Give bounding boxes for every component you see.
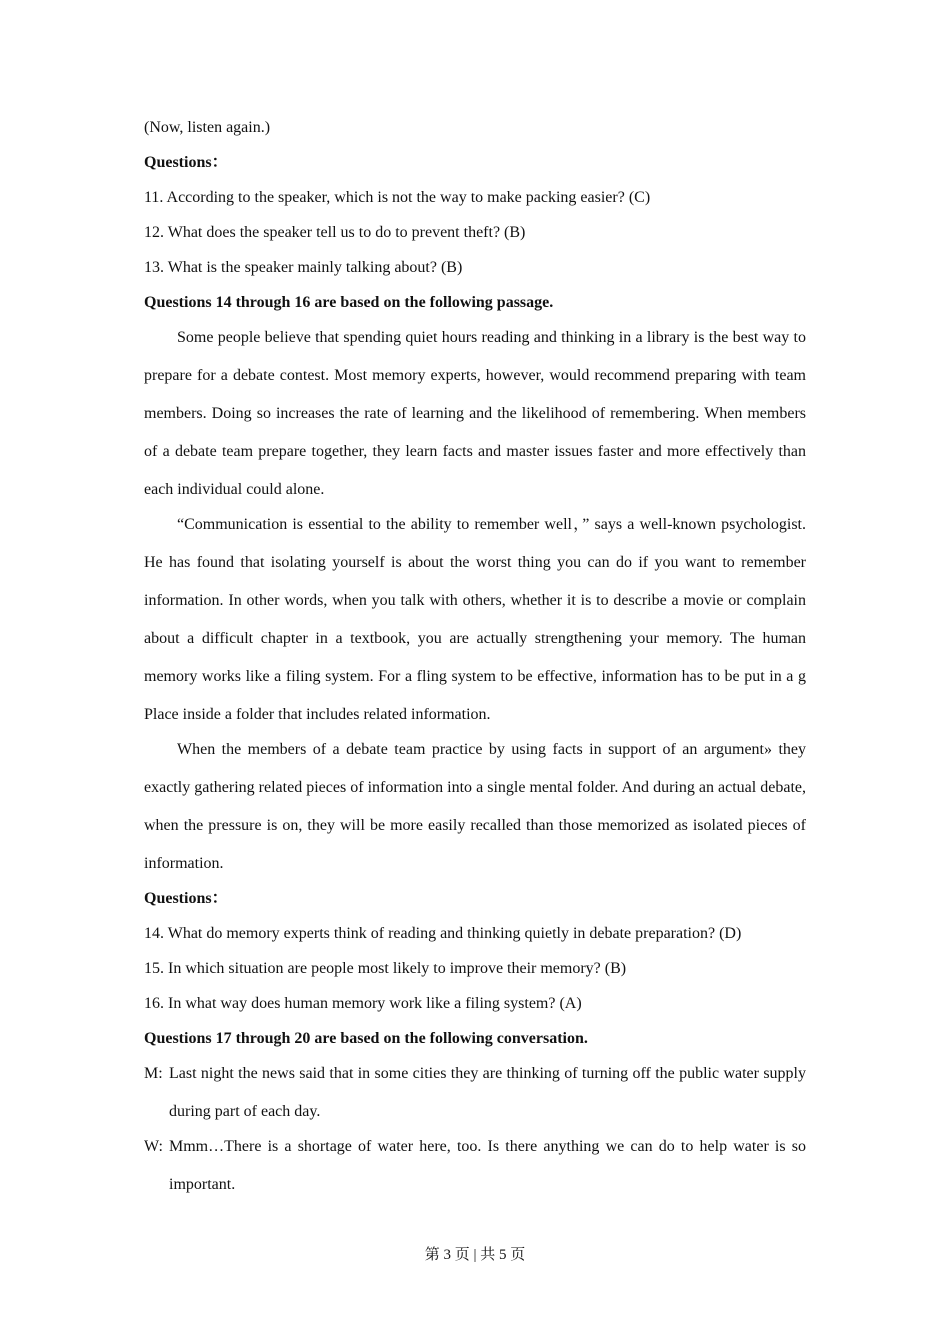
dialog-turn — [144, 1128, 806, 1204]
questions-header: Questions： — [144, 890, 228, 907]
speaker-label: W: — [144, 1138, 163, 1155]
speaker-label: M: — [144, 1065, 163, 1082]
passage-paragraph: When the members of a debate team practice by using facts in support of an argument» they exactly gathering related pieces of information into a single mental folder. And during an actual debate, when the pressure is on, they will be more easily recalled than those memorized as isolated pieces of information. — [144, 741, 806, 872]
passage-paragraph: “Communication is essential to the ability to remember well，” says a well-known psychologist. He has found that isolating yourself is about the worst thing you can do if you want to remember information. In other words, when you talk with others, whether it is to describe a movie or complain about a difficult chapter in a textbook, you are actually strengthening your memory. The human memory works like a filing system. For a fling system to be effective, information has to be put in a g Place inside a folder that includes related information. — [144, 516, 806, 723]
speech-text: Last night the news said that in some cities they are thinking of turning off the public water supply during part of each day. — [169, 1065, 806, 1120]
dialog-turn — [144, 1055, 806, 1131]
question-item: 14. What do memory experts think of reading and thinking quietly in debate preparation? (D) — [144, 925, 742, 942]
speech-text: Mmm…There is a shortage of water here, too. Is there anything we can do to help water is so important. — [169, 1138, 806, 1193]
question-item: 15. In which situation are people most likely to improve their memory? (B) — [144, 960, 627, 977]
question-item: 11. According to the speaker, which is not the way to make packing easier? (C) — [144, 189, 651, 206]
page-footer: 第 3 页 | 共 5 页 — [424, 1247, 526, 1263]
question-item: 13. What is the speaker mainly talking about? (B) — [144, 259, 463, 276]
questions-header: Questions： — [144, 154, 228, 171]
question-item: 16. In what way does human memory work like a filing system? (A) — [144, 995, 582, 1012]
section-heading: Questions 17 through 20 are based on the following conversation. — [144, 1030, 588, 1047]
section-heading: Questions 14 through 16 are based on the following passage. — [144, 294, 554, 311]
question-item: 12. What does the speaker tell us to do to prevent theft? (B) — [144, 224, 526, 241]
document-body — [144, 116, 806, 1208]
passage-paragraph: Some people believe that spending quiet hours reading and thinking in a library is the best way to prepare for a debate contest. Most memory experts, however, would recommend preparing with team members. Doing so increases the rate of learning and the likelihood of remembering. When members of a debate team prepare together, they learn facts and master issues faster and more effectively than each individual could alone. — [144, 329, 806, 498]
listen-again-note: (Now, listen again.) — [144, 119, 271, 136]
